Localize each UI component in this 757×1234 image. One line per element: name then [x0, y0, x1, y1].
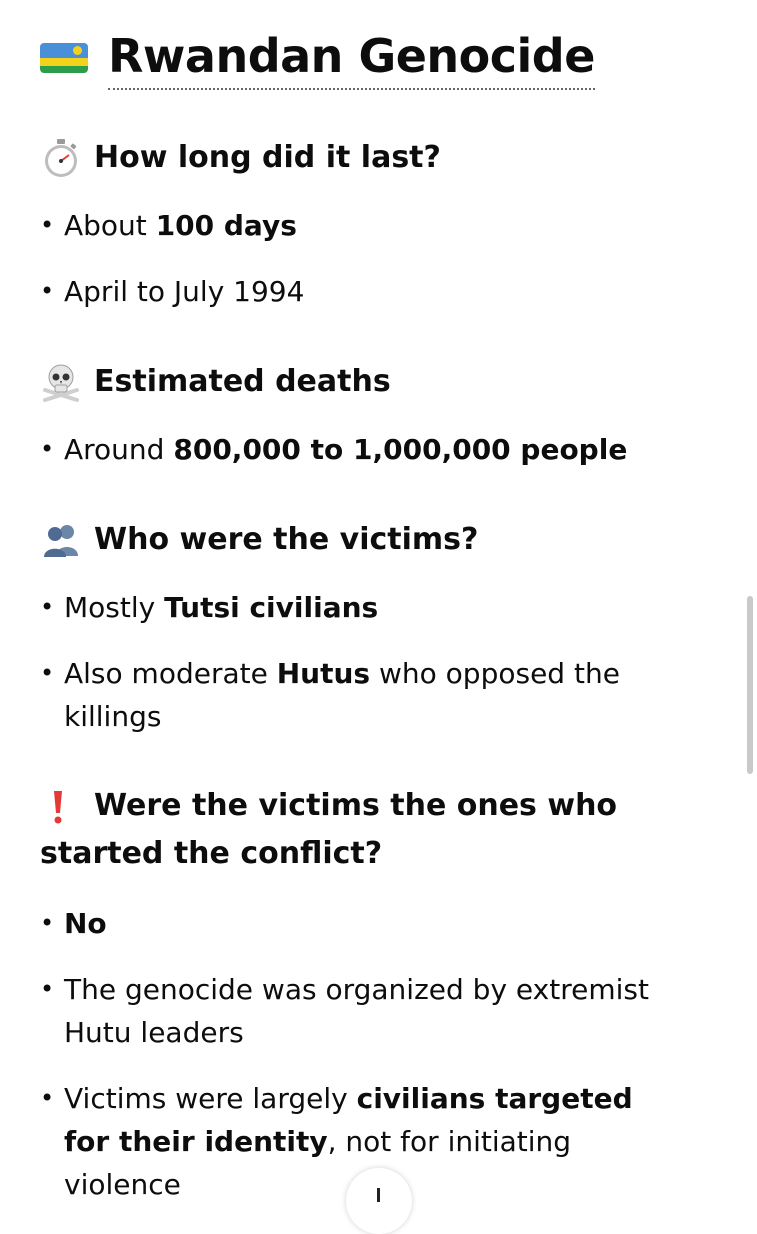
bullet-dot: •	[40, 975, 55, 1003]
busts-in-silhouette-icon	[40, 519, 82, 561]
section-heading-duration	[40, 134, 441, 182]
rwanda-flag-icon	[40, 43, 88, 73]
section-heading-deaths	[40, 358, 391, 406]
bullet-dot: •	[40, 435, 55, 463]
skull-crossbones-icon	[40, 361, 82, 403]
section-heading-text: How long did it last?	[94, 140, 441, 175]
section-heading-text: Were the victims the ones who started the conflict?	[40, 788, 618, 871]
section-heading-victims	[40, 516, 478, 564]
red-exclamation-icon	[44, 786, 72, 828]
bullet-dot: •	[40, 211, 55, 239]
list-item: • About 100 days	[40, 204, 680, 247]
list-item: • April to July 1994	[40, 270, 680, 313]
section-heading-conflict-origin	[40, 782, 680, 878]
scroll-to-bottom-button[interactable]	[346, 1168, 412, 1234]
stopwatch-icon	[40, 137, 82, 179]
scrollbar-thumb[interactable]	[747, 596, 753, 774]
list-item: • No	[40, 902, 680, 945]
bullet-dot: •	[40, 1084, 55, 1112]
title-row	[40, 26, 595, 90]
page-title[interactable]: Rwandan Genocide	[108, 26, 595, 90]
bullet-dot: •	[40, 277, 55, 305]
bullet-dot: •	[40, 909, 55, 937]
list-item: • Mostly Tutsi civilians	[40, 586, 680, 629]
bullet-dot: •	[40, 593, 55, 621]
list-item: • Also moderate Hutus who opposed the killings	[40, 652, 680, 738]
section-heading-text: Estimated deaths	[94, 364, 391, 399]
bullet-dot: •	[40, 659, 55, 687]
list-item: • Around 800,000 to 1,000,000 people	[40, 428, 680, 471]
list-item: • Victims were largely civilians targeted for their identity, not for initiating violence	[40, 1077, 680, 1206]
section-heading-text: Who were the victims?	[94, 522, 479, 557]
list-item: • The genocide was organized by extremist Hutu leaders	[40, 968, 680, 1054]
